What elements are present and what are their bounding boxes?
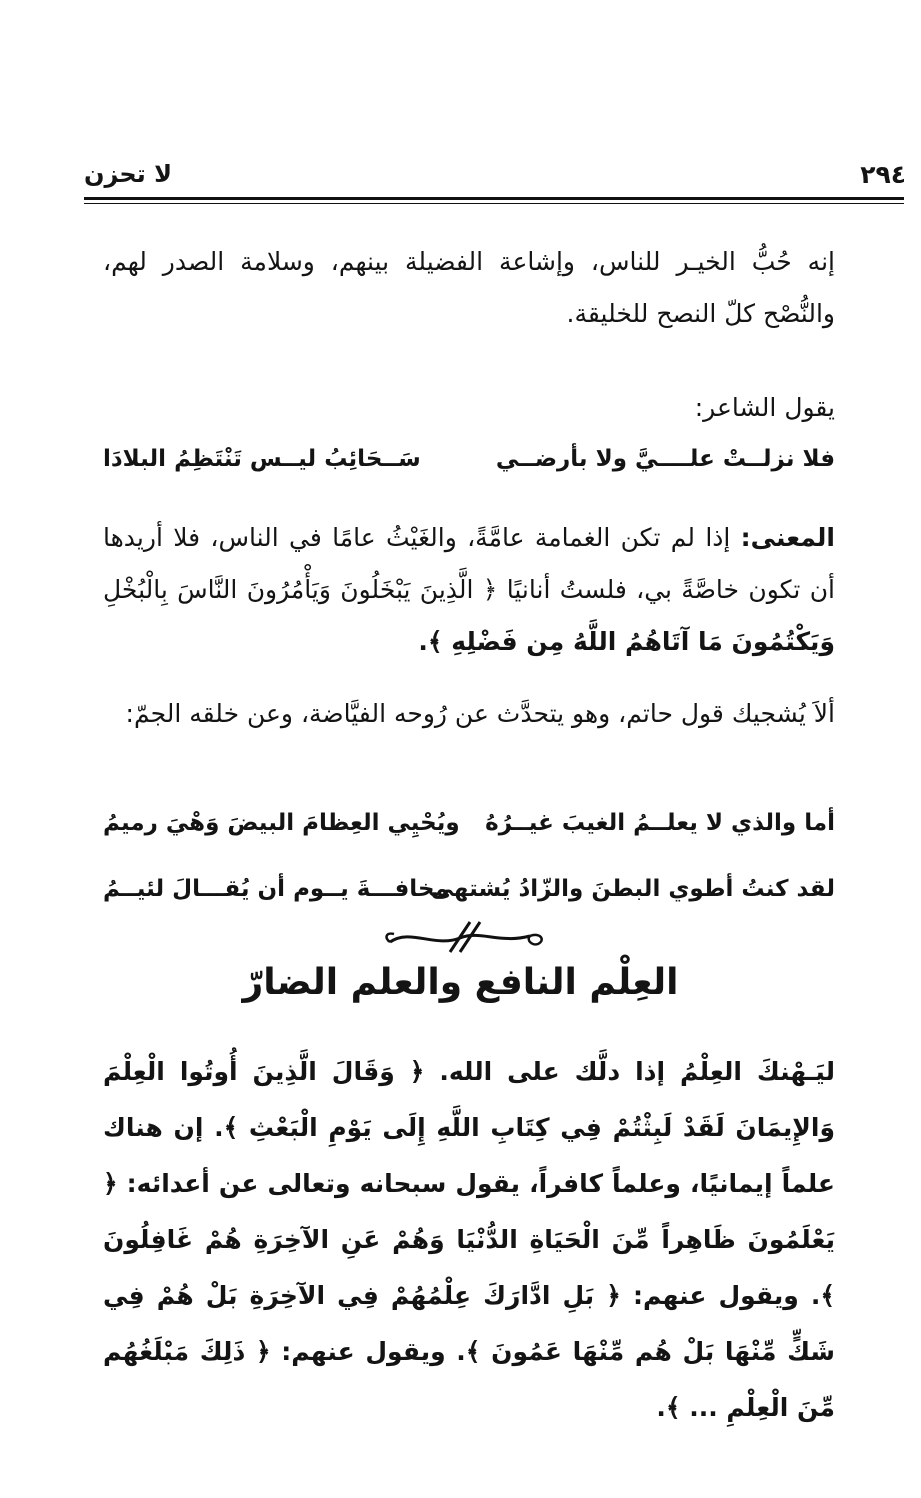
meaning-text: إذا لم تكن الغمامة عامَّةً، والغَيْثُ عامًا في الناس، فلا أريدها أن تكون خاصَّةً بي، فلستُ أنانيًا ﴿ الَّذِينَ يَبْخَلُونَ وَيَأْمُرُونَ النَّاسَ بِالْبُخْلِ	[103, 523, 835, 604]
header-rule-thick	[84, 197, 904, 200]
verse-2-second-hemistich: ويُحْيِي العِظامَ البيضَ وَهْيَ رميمُ	[103, 810, 460, 836]
meaning-label: المعنى:	[740, 523, 835, 552]
verse-3-first-hemistich: لقد كنتُ أطوي البطنَ والزّادُ يُشتهى	[430, 876, 835, 902]
verse-1-first-hemistich: فلا نزلــتْ علــــيَّ ولا بأرضــي	[495, 446, 835, 472]
verse-3-second-hemistich: مخافـــةَ يــوم أن يُقـــالَ لئيــمُ	[103, 876, 449, 902]
verse-line-1	[103, 446, 835, 490]
running-header-title: لا تحزن	[84, 160, 172, 188]
section-title: العِلْم النافع والعلم الضارّ	[242, 962, 679, 1003]
ornament-divider-icon	[380, 918, 550, 956]
meaning-quran-quote: وَيَكْتُمُونَ مَا آتَاهُمُ اللَّهُ مِن فَضْلِهِ ﴾.	[418, 627, 835, 656]
verse-1-second-hemistich: سَــحَائِبُ ليــس تَنْتَظِمُ البلادَا	[103, 446, 421, 472]
paragraph-hatim: ألاَ يُشجيك قول حاتم، وهو يتحدَّث عن رُوحه الفيَّاضة، وعن خلقه الجمّ:	[125, 699, 835, 728]
verse-line-3	[103, 876, 835, 920]
poet-intro: يقول الشاعر:	[694, 393, 835, 422]
verse-2-first-hemistich: أما والذي لا يعلــمُ الغيبَ غيــرُهُ	[485, 810, 835, 836]
page-number: ٢٩٤	[860, 160, 906, 189]
meaning-paragraph	[103, 512, 835, 668]
paragraph-intro: إنه حُبُّ الخيـر للناس، وإشاعة الفضيلة بينهم، وسلامة الصدر لهم، والنُّصْح كلّ النصح للخليقة.	[103, 247, 835, 328]
verse-line-2	[103, 810, 835, 854]
header-rule-thin	[84, 203, 904, 204]
paragraph-knowledge: ليَـهْنكَ العِلْمُ إذا دلَّك على الله. ﴿ وَقَالَ الَّذِينَ أُوتُوا الْعِلْمَ وَالإِيمَانَ لَقَدْ لَبِثْتُمْ فِي كِتَابِ اللَّهِ إِلَى يَوْمِ الْبَعْثِ ﴾. إن هناك علماً إيمانيًا، وعلماً كافراً، يقول سبحانه وتعالى عن أعدائه: ﴿ يَعْلَمُونَ ظَاهِراً مِّنَ الْحَيَاةِ الدُّنْيَا وَهُمْ عَنِ الآخِرَةِ هُمْ غَافِلُونَ ﴾. ويقول عنهم: ﴿ بَلِ ادَّارَكَ عِلْمُهُمْ فِي الآخِرَةِ بَلْ هُمْ فِي شَكٍّ مِّنْهَا بَلْ هُم مِّنْهَا عَمُونَ ﴾. ويقول عنهم: ﴿ ذَلِكَ مَبْلَغُهُم مِّنَ الْعِلْمِ ... ﴾.	[103, 1057, 835, 1422]
